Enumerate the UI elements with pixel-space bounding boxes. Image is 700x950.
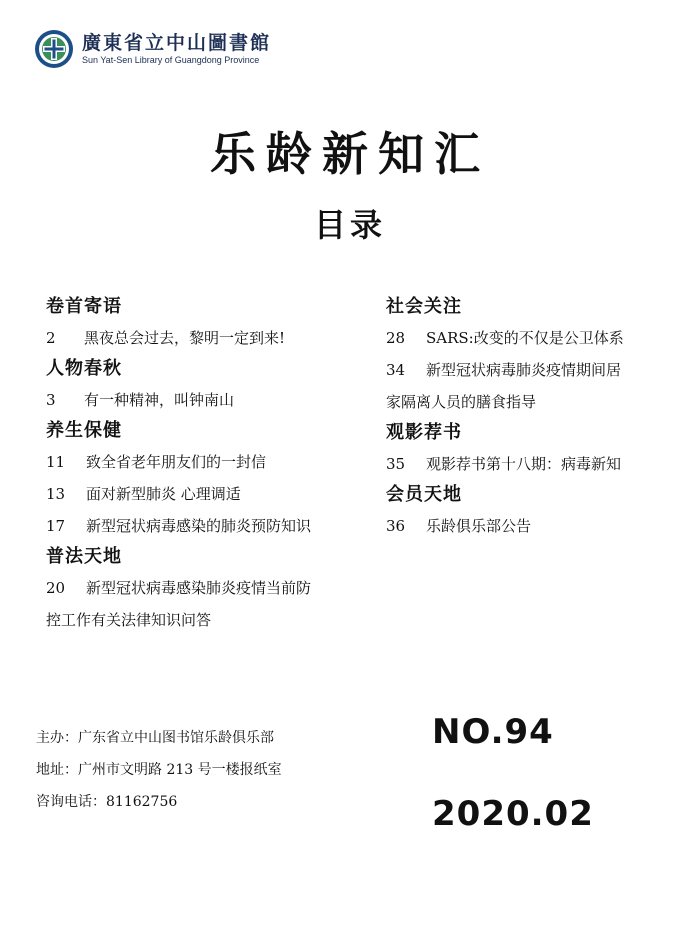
toc-entry[interactable] bbox=[46, 572, 376, 604]
issue-date: 2020.02 bbox=[432, 794, 594, 834]
toc-entry[interactable] bbox=[46, 446, 376, 478]
entry-title: 黑夜总会过去，黎明一定到来! bbox=[84, 329, 286, 347]
section-title: 人物春秋 bbox=[46, 358, 122, 379]
page-number: 11 bbox=[46, 453, 66, 471]
page-number: 35 bbox=[386, 455, 406, 473]
entry-title: 致全省老年朋友们的一封信 bbox=[86, 453, 267, 471]
entry-title: 乐龄俱乐部公告 bbox=[426, 517, 532, 535]
entry-title: SARS:改变的不仅是公卫体系 bbox=[426, 329, 624, 347]
toc-right-column bbox=[386, 292, 686, 542]
phone-line: 咨询电话：81162756 bbox=[36, 794, 178, 810]
section-title: 养生保健 bbox=[46, 420, 122, 441]
entry-title: 新型冠状病毒感染的肺炎预防知识 bbox=[86, 517, 312, 535]
toc-entry-continuation: 控工作有关法律知识问答 bbox=[46, 611, 212, 629]
page-number: 20 bbox=[46, 579, 66, 597]
toc-entry[interactable] bbox=[46, 384, 376, 416]
entry-title: 新型冠状病毒肺炎疫情期间居 bbox=[426, 361, 622, 379]
entry-title: 观影荐书第十八期：病毒新知 bbox=[426, 455, 622, 473]
issue-number: NO.94 bbox=[432, 712, 554, 752]
page-number: 28 bbox=[386, 329, 406, 347]
toc-entry[interactable] bbox=[386, 510, 686, 542]
toc-entry[interactable] bbox=[46, 322, 376, 354]
library-name-cn: 廣東省立中山圖書館 bbox=[82, 32, 272, 54]
entry-title: 面对新型肺炎 心理调适 bbox=[86, 485, 241, 503]
toc-entry[interactable] bbox=[46, 478, 376, 510]
toc-left-column bbox=[46, 292, 376, 636]
library-name-en: Sun Yat-Sen Library of Guangdong Province bbox=[82, 55, 260, 65]
page-number: 36 bbox=[386, 517, 406, 535]
section-title: 普法天地 bbox=[46, 546, 122, 567]
host-line: 主办：广东省立中山图书馆乐龄俱乐部 bbox=[36, 730, 274, 746]
entry-title: 新型冠状病毒感染肺炎疫情当前防 bbox=[86, 579, 312, 597]
publication-info bbox=[36, 722, 282, 818]
contents-heading: 目录 bbox=[313, 206, 386, 244]
library-header bbox=[34, 26, 271, 72]
toc-entry[interactable] bbox=[386, 448, 686, 480]
page-number: 3 bbox=[46, 391, 56, 409]
section-title: 观影荐书 bbox=[386, 422, 462, 443]
page-number: 34 bbox=[386, 361, 406, 379]
page-number: 17 bbox=[46, 517, 66, 535]
page-number: 13 bbox=[46, 485, 66, 503]
toc-entry[interactable] bbox=[46, 510, 376, 542]
library-logo-icon bbox=[34, 29, 74, 69]
toc-entry-continuation: 家隔离人员的膳食指导 bbox=[386, 393, 537, 411]
toc-entry[interactable] bbox=[386, 354, 686, 386]
section-title: 社会关注 bbox=[386, 296, 462, 317]
entry-title: 有一种精神，叫钟南山 bbox=[84, 391, 235, 409]
magazine-title: 乐龄新知汇 bbox=[210, 127, 490, 181]
page-number: 2 bbox=[46, 329, 56, 347]
toc-entry[interactable] bbox=[386, 322, 686, 354]
address-line: 地址：广州市文明路 213 号一楼报纸室 bbox=[36, 762, 282, 778]
section-title: 会员天地 bbox=[386, 484, 462, 505]
section-title: 卷首寄语 bbox=[46, 296, 122, 317]
